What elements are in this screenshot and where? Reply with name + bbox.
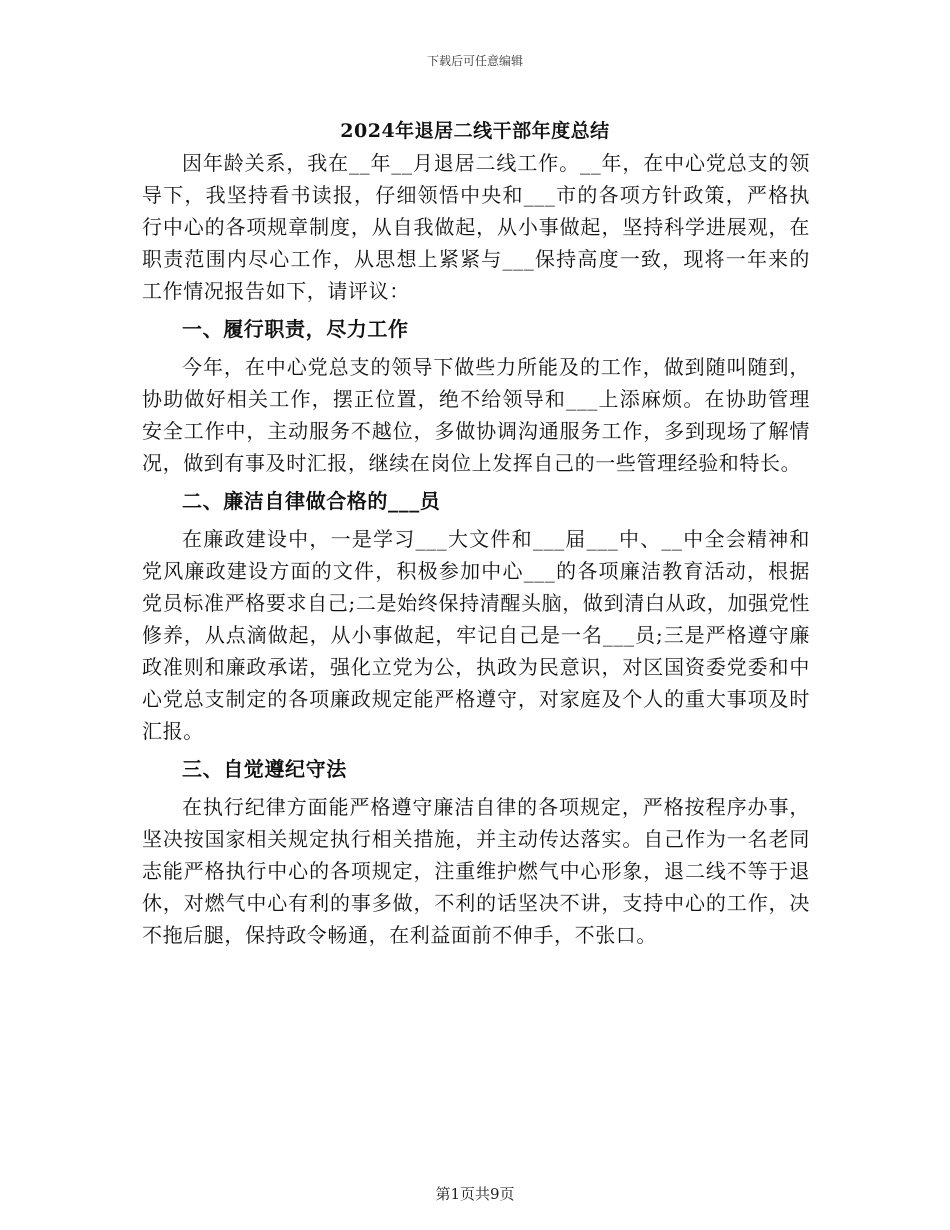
section-heading-2: 二、廉洁自律做合格的___员 — [182, 489, 441, 513]
page-footer: 第1页共9页 — [435, 1185, 515, 1203]
section-body-2: 在廉政建设中，一是学习___大文件和___届___中、__中全会精神和党风廉政建设方面的文件，积极参加中心___的各项廉洁教育活动，根据党员标准严格要求自己;二是始终保持清醒头脑，做到清白从政，加强党性修养，从点滴做起，从小事做起，牢记自己是一名___员;三是严格遵守廉政准则和廉政承诺，强化立党为公，执政为民意识，对区国资委党委和中心党总支制定的各项廉政规定能严格遵守，对家庭及个人的重大事项及时汇报。 — [142, 527, 810, 743]
document-body — [142, 147, 810, 951]
section-heading-3: 三、自觉遵纪守法 — [182, 757, 347, 781]
document-title: 2024年退居二线干部年度总结 — [340, 120, 610, 142]
intro-paragraph: 因年龄关系，我在__年__月退居二线工作。__年，在中心党总支的领导下，我坚持看书读报，仔细领悟中央和___市的各项方针政策，严格执行中心的各项规章制度，从自我做起，从小事做起，坚持科学进展观，在职责范围内尽心工作，从思想上紧紧与___保持高度一致，现将一年来的工作情况报告如下，请评议： — [142, 151, 810, 303]
header-note: 下载后可任意编辑 — [426, 54, 523, 68]
section-heading-1: 一、履行职责，尽力工作 — [182, 317, 409, 341]
section-body-1: 今年，在中心党总支的领导下做些力所能及的工作，做到随叫随到，协助做好相关工作，摆正位置，绝不给领导和___上添麻烦。在协助管理安全工作中，主动服务不越位，多做协调沟通服务工作，多到现场了解情况，做到有事及时汇报，继续在岗位上发挥自己的一些管理经验和特长。 — [142, 355, 810, 475]
section-body-3: 在执行纪律方面能严格遵守廉洁自律的各项规定，严格按程序办事，坚决按国家相关规定执行相关措施，并主动传达落实。自己作为一名老同志能严格执行中心的各项规定，注重维护燃气中心形象，退二线不等于退休，对燃气中心有利的事多做，不利的话坚决不讲，支持中心的工作，决不拖后腿，保持政令畅通，在利益面前不伸手，不张口。 — [142, 795, 810, 947]
